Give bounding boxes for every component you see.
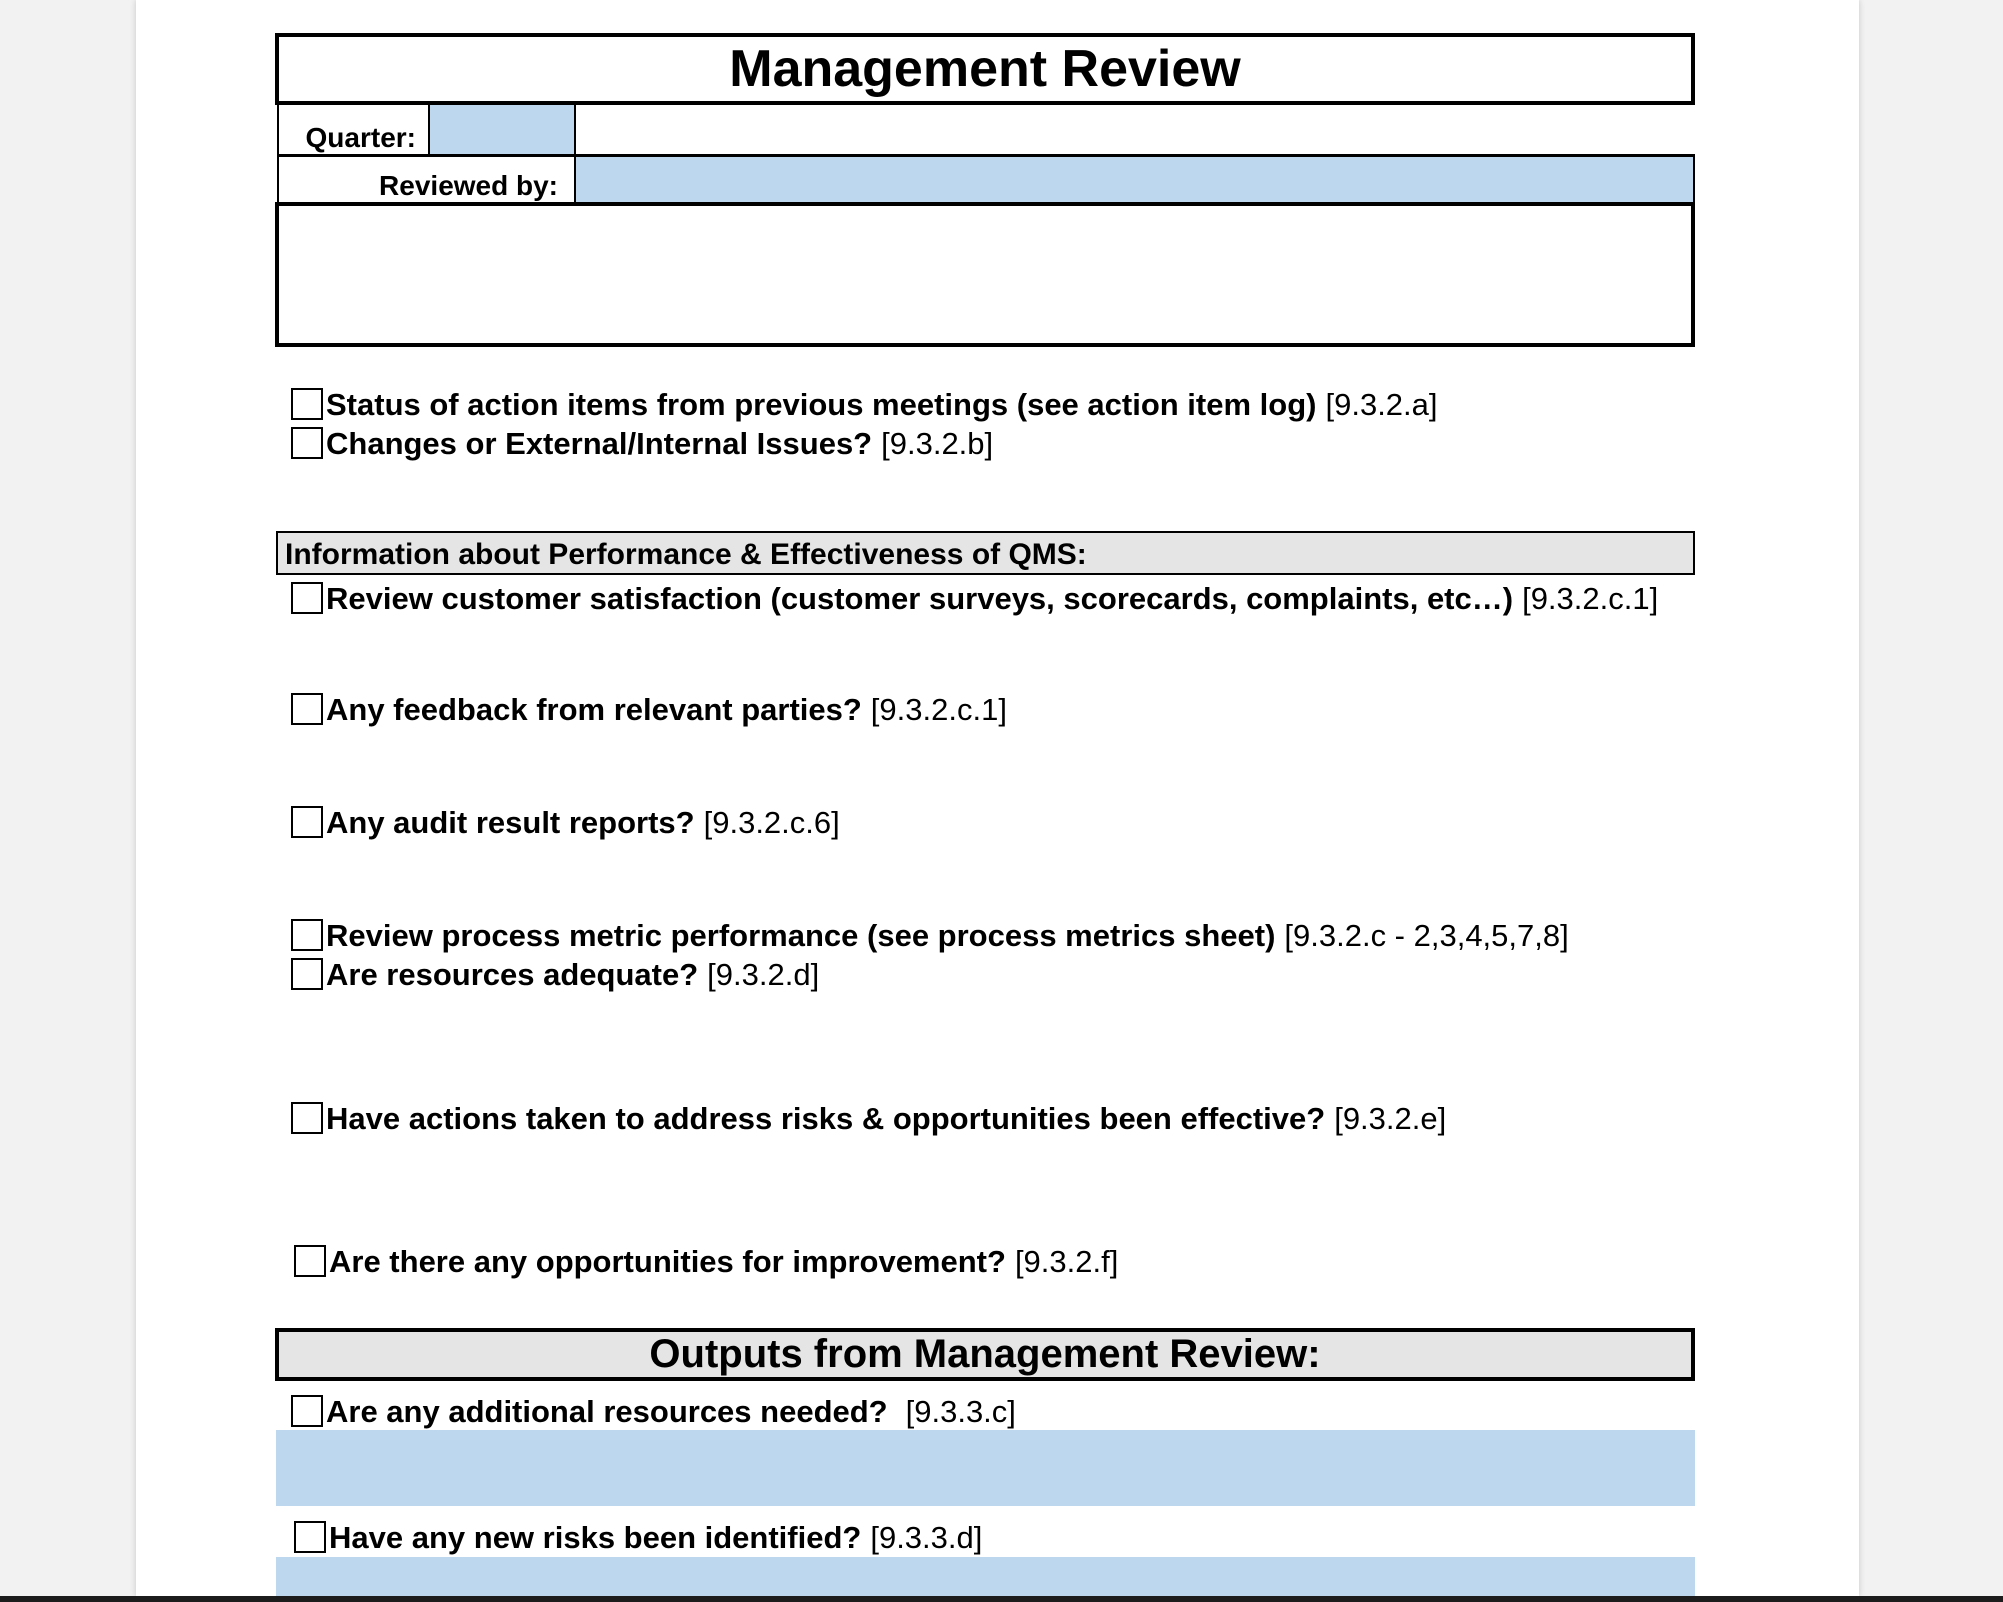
clause-reference: [9.3.3.d] — [870, 1519, 983, 1555]
clause-reference: [9.3.2.d] — [707, 956, 820, 992]
item-label: Have any new risks been identified? — [329, 1519, 862, 1555]
clause-reference: [9.3.2.b] — [881, 425, 994, 461]
item-label: Have actions taken to address risks & opportunities been effective? — [326, 1100, 1326, 1136]
checkbox[interactable] — [291, 388, 323, 420]
checkbox[interactable] — [291, 806, 323, 838]
reviewed-by-input[interactable] — [576, 157, 1695, 203]
clause-reference: [9.3.2.c.1] — [1522, 580, 1659, 616]
checklist-item — [291, 427, 993, 459]
clause-reference: [9.3.3.c] — [905, 1393, 1016, 1429]
checklist-item — [294, 1245, 1118, 1277]
item-label: Review customer satisfaction (customer surveys, scorecards, complaints, etc…) — [326, 580, 1514, 616]
clause-reference: [9.3.2.f] — [1014, 1243, 1119, 1279]
quarter-input[interactable] — [428, 105, 576, 155]
checklist-item — [294, 1521, 982, 1553]
item-label: Any audit result reports? — [326, 804, 695, 840]
checkbox[interactable] — [291, 1395, 323, 1427]
clause-reference: [9.3.2.c.1] — [870, 691, 1007, 727]
reviewed-by-label: Reviewed by: — [277, 157, 576, 203]
checkbox[interactable] — [291, 427, 323, 459]
checklist-item — [291, 388, 1438, 420]
checklist-item — [291, 919, 1569, 951]
checklist-item — [291, 806, 840, 838]
checklist-item — [291, 1395, 1016, 1427]
checklist-item — [291, 693, 1007, 725]
answer-field[interactable] — [276, 1557, 1695, 1596]
item-label: Are any additional resources needed? — [326, 1393, 888, 1429]
clause-reference: [9.3.2.c.6] — [703, 804, 840, 840]
checkbox[interactable] — [294, 1521, 326, 1553]
section-heading-outputs: Outputs from Management Review: — [275, 1328, 1695, 1381]
clause-reference: [9.3.2.a] — [1325, 386, 1438, 422]
page-title: Management Review — [275, 33, 1695, 105]
quarter-label: Quarter: — [277, 105, 428, 155]
item-label: Are there any opportunities for improvement? — [329, 1243, 1006, 1279]
section-heading-performance: Information about Performance & Effectiveness of QMS: — [276, 531, 1695, 575]
checkbox[interactable] — [291, 919, 323, 951]
checkbox[interactable] — [294, 1245, 326, 1277]
checkbox[interactable] — [291, 958, 323, 990]
notes-field[interactable] — [275, 202, 1695, 347]
checkbox[interactable] — [291, 693, 323, 725]
item-label: Any feedback from relevant parties? — [326, 691, 862, 727]
clause-reference: [9.3.2.c - 2,3,4,5,7,8] — [1284, 917, 1569, 953]
item-label: Changes or External/Internal Issues? — [326, 425, 873, 461]
item-label: Are resources adequate? — [326, 956, 699, 992]
checklist-item — [291, 582, 1658, 614]
clause-reference: [9.3.2.e] — [1334, 1100, 1447, 1136]
checkbox[interactable] — [291, 1102, 323, 1134]
checklist-item — [291, 1102, 1446, 1134]
checkbox[interactable] — [291, 582, 323, 614]
checklist-item — [291, 958, 819, 990]
answer-field[interactable] — [276, 1430, 1695, 1506]
item-label: Review process metric performance (see process metrics sheet) — [326, 917, 1276, 953]
item-label: Status of action items from previous meetings (see action item log) — [326, 386, 1317, 422]
bottom-bar — [0, 1596, 2003, 1602]
